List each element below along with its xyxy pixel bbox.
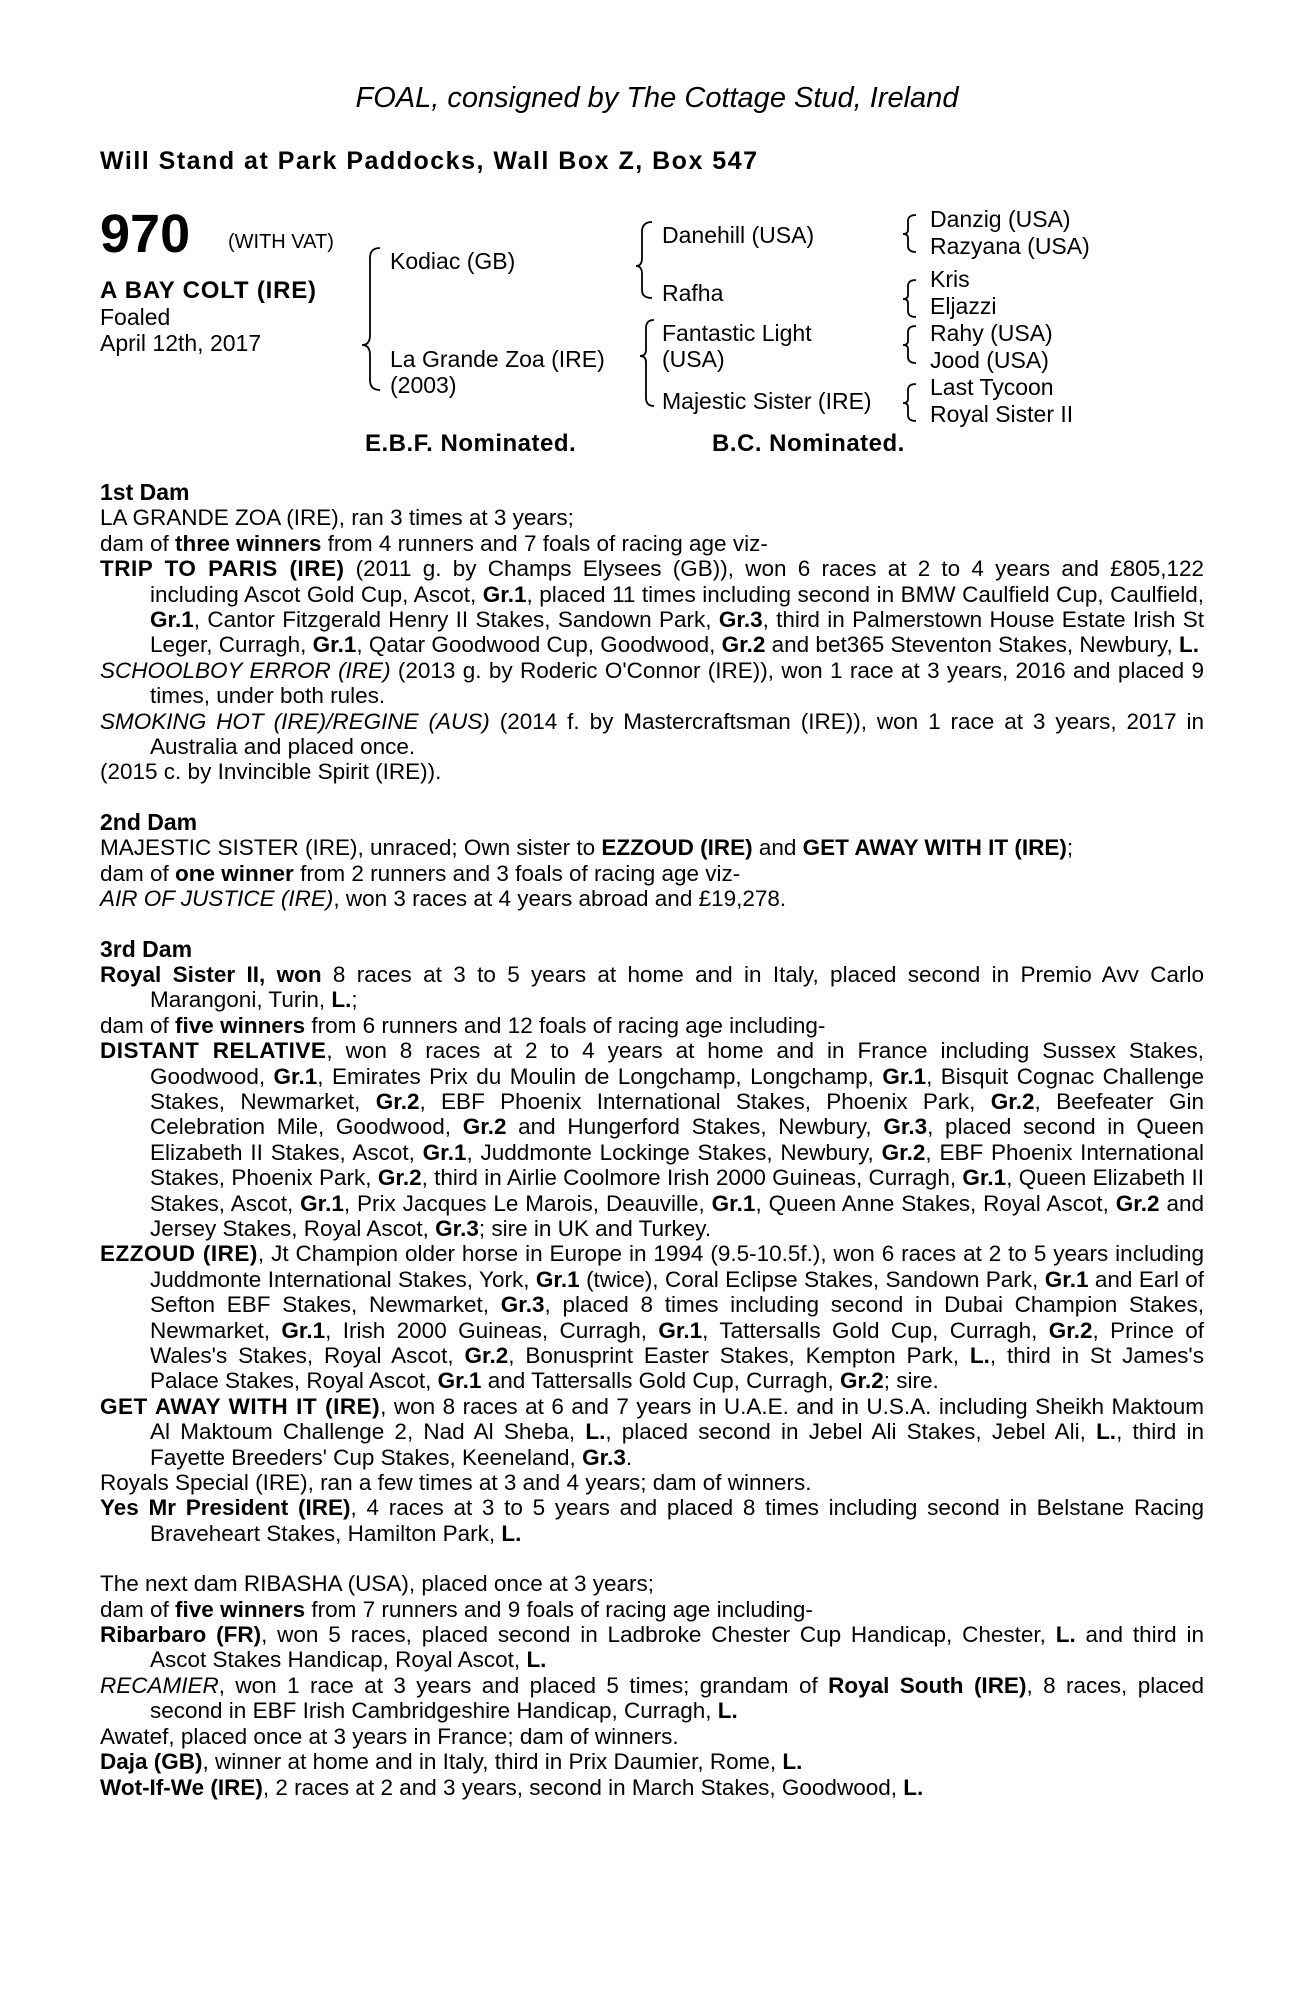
awatef: Awatef, placed once at 3 years in France; dam of winners. bbox=[100, 1723, 679, 1749]
ebf-nominated: E.B.F. Nominated. bbox=[365, 430, 577, 457]
royals-special: Royals Special (IRE), ran a few times at 3 and 4 years; dam of winners. bbox=[100, 1470, 812, 1496]
get-away-with-it: GET AWAY WITH IT (IRE), won 8 races at 6 and 7 years in U.A.E. and in U.S.A. including Sheikh Maktoum Al Maktoum Challenge 2, Nad Al Sheba, L., placed second in Jebel Ali Stakes, Jebel Ali, L., third in Fayette Breeders' Cup Stakes, Keeneland, Gr.3. bbox=[100, 1393, 1204, 1470]
dam3-dam-of: dam of five winners from 6 runners and 12 foals of racing age including- bbox=[100, 1012, 826, 1038]
sire-dam: Rafha bbox=[662, 280, 724, 306]
colt-2015: (2015 c. by Invincible Spirit (IRE)). bbox=[100, 759, 442, 785]
dam2-intro: MAJESTIC SISTER (IRE), unraced; Own sister to EZZOUD (IRE) and GET AWAY WITH IT (IRE); bbox=[100, 835, 1074, 861]
dd-sire: Last Tycoon bbox=[930, 374, 1054, 400]
ds-dam: Jood (USA) bbox=[930, 347, 1049, 373]
sd-dam: Eljazzi bbox=[930, 293, 997, 319]
distant-relative: DISTANT RELATIVE, won 8 races at 2 to 4 years at home and in France including Sussex Stakes, Goodwood, Gr.1, Emirates Prix du Moulin de Longchamp, Longchamp, Gr.1, Bisquit Cognac Challenge Stakes, Newmarket, Gr.2, EBF Phoenix International Stakes, Phoenix Park, Gr.2, Beefeater Gin Celebration Mile, Goodwood, Gr.2 and Hungerford Stakes, Newbury, Gr.3, placed second in Queen Elizabeth II Stakes, Ascot, Gr.1, Juddmonte Lockinge Stakes, Newbury, Gr.2, EBF Phoenix International Stakes, Phoenix Park, Gr.2, third in Airlie Coolmore Irish 2000 Guineas, Curragh, Gr.1, Queen Elizabeth II Stakes, Ascot, Gr.1, Prix Jacques Le Marois, Deauville, Gr.1, Queen Anne Stakes, Royal Ascot, Gr.2 and Jersey Stakes, Royal Ascot, Gr.3; sire in UK and Turkey. bbox=[100, 1038, 1205, 1241]
dam3-heading: 3rd Dam bbox=[100, 935, 193, 962]
dam-line2: (2003) bbox=[390, 372, 457, 398]
ss-sire: Danzig (USA) bbox=[930, 206, 1071, 232]
sire-sire: Danehill (USA) bbox=[662, 222, 815, 248]
foaled-date: April 12th, 2017 bbox=[100, 330, 262, 356]
dam1-intro: LA GRANDE ZOA (IRE), ran 3 times at 3 years; bbox=[100, 505, 574, 531]
royal-sister: Royal Sister II, won 8 races at 3 to 5 years at home and in Italy, placed second in Premio Avv Carlo Marangoni, Turin, L.; bbox=[100, 961, 1205, 1013]
recamier: RECAMIER, won 1 race at 3 years and placed 5 times; grandam of Royal South (IRE), 8 races, placed second in EBF Irish Cambridgeshire Handicap, Curragh, L. bbox=[100, 1672, 1205, 1724]
schoolboy-error: SCHOOLBOY ERROR (IRE) (2013 g. by Roderic O'Connor (IRE)), won 1 race at 3 years, 2016 and placed 9 times, under both rules. bbox=[100, 657, 1204, 709]
consignor-header: FOAL, consigned by The Cottage Stud, Ireland bbox=[355, 82, 959, 114]
lot-name: A BAY COLT (IRE) bbox=[100, 277, 317, 304]
ss-dam: Razyana (USA) bbox=[930, 233, 1090, 259]
trip-to-paris: TRIP TO PARIS (IRE) (2011 g. by Champs Elysees (GB)), won 6 races at 2 to 4 years and £805,122 including Ascot Gold Cup, Ascot, Gr.1, placed 11 times including second in BMW Caulfield Cup, Caulfield, Gr.1, Cantor Fitzgerald Henry II Stakes, Sandown Park, Gr.3, third in Palmerstown House Estate Irish St Leger, Curragh, Gr.1, Qatar Goodwood Cup, Goodwood, Gr.2 and bet365 Steventon Stakes, Newbury, L. bbox=[100, 556, 1205, 658]
dam1-dam-of: dam of three winners from 4 runners and 7 foals of racing age viz- bbox=[100, 530, 768, 556]
ds-sire: Rahy (USA) bbox=[930, 320, 1053, 346]
yes-mr-president: Yes Mr President (IRE), 4 races at 3 to 5 years and placed 8 times including second in Belstane Racing Braveheart Stakes, Hamilton Park, L. bbox=[100, 1495, 1204, 1546]
foaled-label: Foaled bbox=[100, 304, 171, 330]
sd-sire: Kris bbox=[930, 266, 970, 292]
ribarbaro: Ribarbaro (FR), won 5 races, placed second in Ladbroke Chester Cup Handicap, Chester, L. and third in Ascot Stakes Handicap, Royal Ascot, L. bbox=[100, 1622, 1205, 1673]
next-dam-intro: The next dam RIBASHA (USA), placed once at 3 years; bbox=[100, 1571, 655, 1597]
ezzoud: EZZOUD (IRE), Jt Champion older horse in Europe in 1994 (9.5-10.5f.), won 6 races at 2 to 5 years including Juddmonte International Stakes, York, Gr.1 (twice), Coral Eclipse Stakes, Sandown Park, Gr.1 and Earl of Sefton EBF Stakes, Newmarket, Gr.3, placed 8 times including second in Dubai Champion Stakes, Newmarket, Gr.1, Irish 2000 Guineas, Curragh, Gr.1, Tattersalls Gold Cup, Curragh, Gr.2, Prince of Wales's Stakes, Royal Ascot, Gr.2, Bonusprint Easter Stakes, Kempton Park, L., third in St James's Palace Stakes, Royal Ascot, Gr.1 and Tattersalls Gold Cup, Curragh, Gr.2; sire. bbox=[100, 1241, 1205, 1394]
dam2-dam-of: dam of one winner from 2 runners and 3 foals of racing age viz- bbox=[100, 860, 741, 886]
dam-sire-line2: (USA) bbox=[662, 346, 725, 372]
stand-location: Will Stand at Park Paddocks, Wall Box Z, Box 547 bbox=[100, 147, 759, 175]
pedigree-braces bbox=[0, 0, 1314, 440]
smoking-hot: SMOKING HOT (IRE)/REGINE (AUS) (2014 f. by Mastercraftsman (IRE)), won 1 race at 3 years, 2017 in Australia and placed once. bbox=[100, 708, 1205, 760]
sire: Kodiac (GB) bbox=[390, 248, 516, 274]
dam-line1: La Grande Zoa (IRE) bbox=[390, 346, 605, 372]
dam1-heading: 1st Dam bbox=[100, 479, 190, 505]
dam2-heading: 2nd Dam bbox=[100, 808, 198, 835]
air-of-justice: AIR OF JUSTICE (IRE), won 3 races at 4 years abroad and £19,278. bbox=[100, 886, 787, 912]
lot-number: 970 bbox=[100, 204, 191, 264]
vat-note: (WITH VAT) bbox=[228, 231, 334, 253]
wot-if-we: Wot-If-We (IRE), 2 races at 2 and 3 years, second in March Stakes, Goodwood, L. bbox=[100, 1774, 924, 1800]
dam-sire-line1: Fantastic Light bbox=[662, 320, 812, 346]
bc-nominated: B.C. Nominated. bbox=[712, 430, 905, 457]
catalogue-body bbox=[100, 480, 1204, 1800]
dd-dam: Royal Sister II bbox=[930, 401, 1074, 427]
daja: Daja (GB), winner at home and in Italy, third in Prix Daumier, Rome, L. bbox=[100, 1749, 803, 1775]
dam-dam: Majestic Sister (IRE) bbox=[662, 388, 872, 414]
next-dam-of: dam of five winners from 7 runners and 9 foals of racing age including- bbox=[100, 1596, 813, 1622]
